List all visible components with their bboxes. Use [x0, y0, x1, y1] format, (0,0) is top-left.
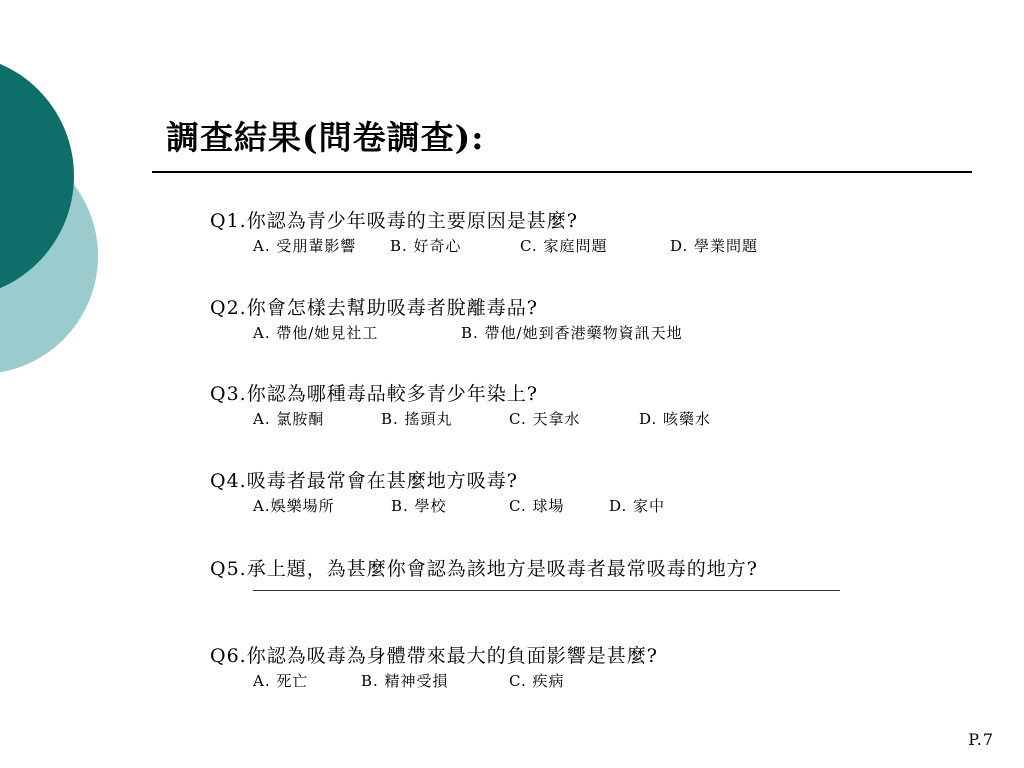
- option-b: B. 搖頭丸: [381, 410, 453, 428]
- question-text: Q5.承上題，為甚麼你會認為該地方是吸毒者最常吸毒的地方?: [210, 558, 758, 580]
- option-d: D. 咳藥水: [639, 410, 712, 428]
- question-options: [253, 494, 665, 518]
- question-6: [210, 643, 658, 693]
- question-text: Q6.你認為吸毒為身體帶來最大的負面影響是甚麼?: [210, 645, 658, 667]
- option-b: B. 學校: [391, 497, 447, 515]
- option-c: C. 天拿水: [509, 410, 581, 428]
- question-text: Q1.你認為青少年吸毒的主要原因是甚麼?: [210, 210, 578, 232]
- page-number: P.7: [968, 730, 994, 749]
- option-b: B. 好奇心: [390, 237, 462, 255]
- question-4: [210, 468, 665, 518]
- decorative-circles: [0, 0, 160, 420]
- option-a: A. 氯胺酮: [253, 410, 325, 428]
- option-d: D. 家中: [609, 497, 666, 515]
- question-options: [253, 234, 758, 258]
- answer-blank-line: [253, 590, 840, 591]
- option-a: A. 死亡: [253, 672, 309, 690]
- question-1: [210, 208, 758, 258]
- question-5: [210, 556, 840, 591]
- option-b: B. 帶他/她到香港藥物資訊天地: [461, 324, 683, 342]
- option-c: C. 家庭問題: [520, 237, 608, 255]
- question-text: Q3.你認為哪種毒品較多青少年染上?: [210, 383, 538, 405]
- option-d: D. 學業問題: [670, 237, 759, 255]
- question-text: Q4.吸毒者最常會在甚麼地方吸毒?: [210, 470, 518, 492]
- question-options: [253, 669, 658, 693]
- option-b: B. 精神受損: [361, 672, 449, 690]
- option-a: A. 帶他/她見社工: [253, 324, 379, 342]
- title-underline: [152, 171, 972, 173]
- slide-title: 調查結果(問卷調查):: [166, 118, 485, 157]
- question-options: [253, 321, 683, 345]
- question-2: [210, 295, 683, 345]
- option-c: C. 球場: [509, 497, 565, 515]
- option-a: A. 受朋輩影響: [253, 237, 357, 255]
- option-a: A.娛樂場所: [253, 497, 335, 515]
- question-text: Q2.你會怎樣去幫助吸毒者脫離毒品?: [210, 297, 538, 319]
- decorative-circles-graphic: [0, 0, 160, 420]
- question-options: [253, 407, 711, 431]
- question-3: [210, 381, 711, 431]
- option-c: C. 疾病: [509, 672, 565, 690]
